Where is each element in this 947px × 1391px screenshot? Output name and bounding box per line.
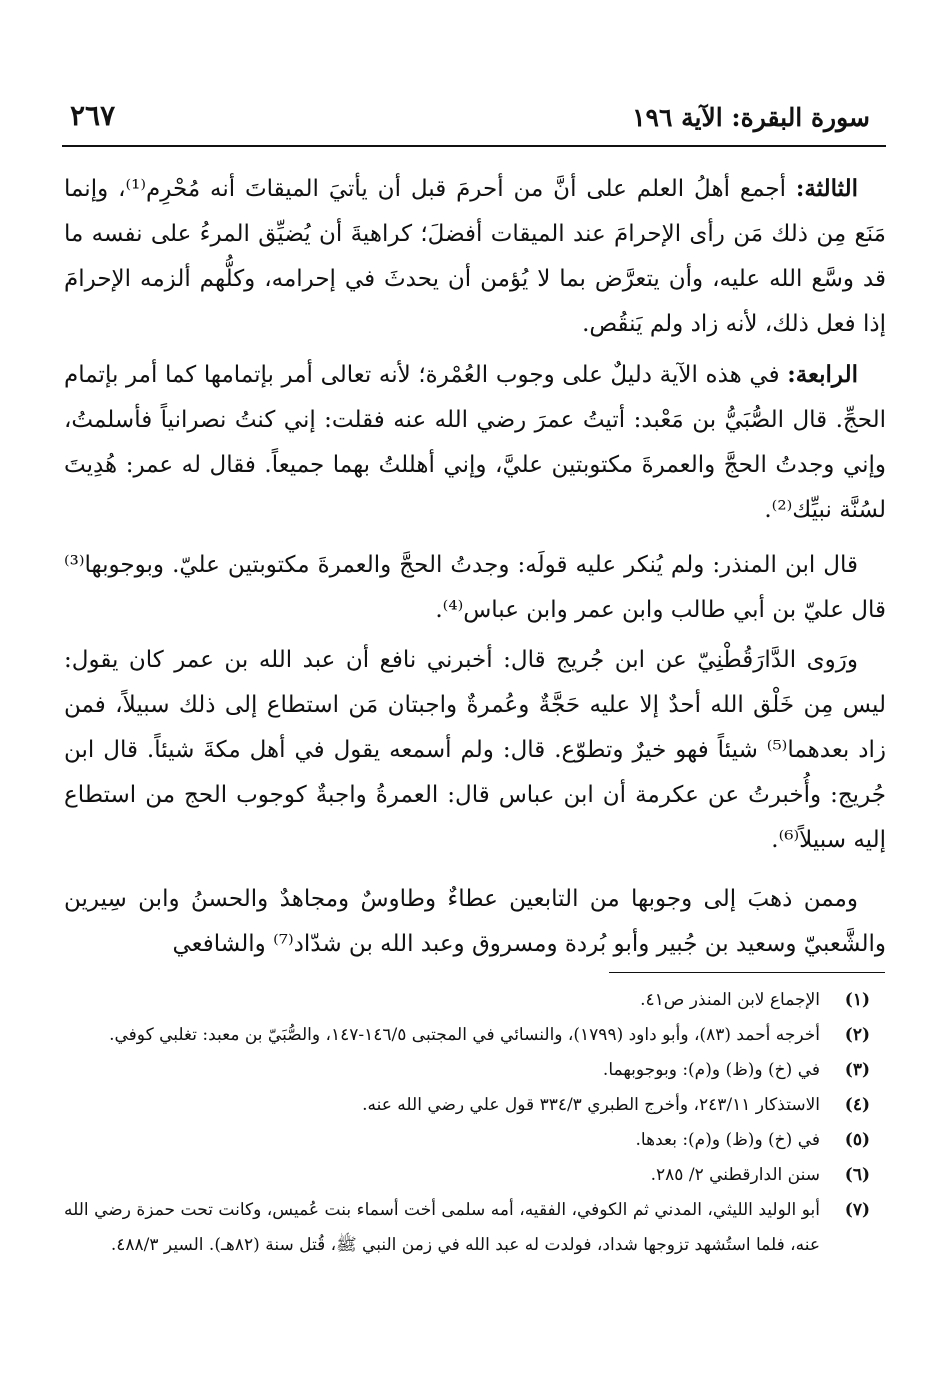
footnote-number: (٤) (844, 1095, 870, 1115)
footnote (64, 1053, 870, 1088)
footnote-text: في (خ) و(ظ) و(م): بعدها. (635, 1130, 820, 1150)
issue-heading-third: الثالثة: (795, 175, 858, 202)
paragraph-third-issue (64, 166, 886, 347)
paragraph-fourth-issue (64, 352, 886, 533)
footnote (64, 1158, 870, 1193)
footnote-number: (٥) (844, 1130, 870, 1150)
header-rule (62, 145, 886, 147)
footnote-number: (٦) (844, 1165, 870, 1185)
paragraph-ibn-mundhir: قال ابن المنذر: ولم يُنكر عليه قولَه: وجدتُ الحجَّ والعمرةَ مكتوبتين عليّ. وبوجوبها⁽³⁾ قال عليّ بن أبي طالب وابن عمر وابن عباس⁽⁴⁾. (64, 552, 886, 623)
footnote-text: أخرجه أحمد (٨٣)، وأبو داود (١٧٩٩)، والنسائي في المجتبى ١٤٦/٥-١٤٧، والصُّبَيّ بن معبد: تغلبي كوفي. (109, 1025, 820, 1045)
footnote (64, 983, 870, 1018)
issue-heading-fourth: الرابعة: (787, 361, 858, 388)
page-number: ٢٦٧ (70, 99, 116, 132)
paragraph-tabiin: وممن ذهبَ إلى وجوبها من التابعين عطاءٌ وطاوسٌ ومجاهدٌ والحسنُ وابن سِيرين والشَّعبيّ وسعيد بن جُبير وأبو بُردة ومسروق وعبد الله بن شدّاد⁽⁷⁾ والشافعي (64, 886, 886, 957)
footnote-number: (٧) (844, 1200, 870, 1220)
footnote-text: سنن الدارقطني ٢/ ٢٨٥. (650, 1165, 820, 1185)
paragraph-daraqutni: ورَوى الدَّارَقُطْنِيّ عن ابن جُريج قال: أخبرني نافع أن عبد الله بن عمر كان يقول: ليس مِن خَلْق الله أحدٌ إلا عليه حَجَّةٌ وعُمرةٌ واجبتان مَن استطاع إلى ذلك سبيلاً، فمن زاد بعدهما⁽⁵⁾ شيئاً فهو خيرٌ وتطوّع. قال: ولم أسمعه يقول في أهل مكةَ شيئاً. قال ابن جُريج: وأُخبرتُ عن عكرمة أن ابن عباس قال: العمرةُ واجبةٌ كوجوب الحج من استطاع إليه سبيلاً⁽⁶⁾. (64, 647, 887, 853)
main-text (64, 166, 886, 972)
footnote-number: (٣) (844, 1060, 870, 1080)
footnote (64, 1088, 870, 1123)
paragraph-text: في هذه الآية دليلٌ على وجوب العُمْرة؛ لأنه تعالى أمر بإتمامها كما أمر بإتمام الحجِّ. قال الصُّبَيُّ بن مَعْبد: أتيتُ عمرَ رضي الله عنه فقلت: إني كنتُ نصرانياً فأسلمتُ، وإني وجدتُ الحجَّ والعمرةَ مكتوبتين عليَّ، وإني أهللتُ بهما جميعاً. فقال له عمر: هُدِيتَ لسُنَّة نبيِّك⁽²⁾. (64, 362, 886, 523)
footnote-text: الإجماع لابن المنذر ص٤١. (640, 990, 820, 1010)
footnote (64, 1123, 870, 1158)
surah-title: سورة البقرة: الآية ١٩٦ (632, 103, 870, 132)
footnote-number: (١) (844, 990, 870, 1010)
page-header (70, 92, 870, 132)
footnote-text: أبو الوليد الليثي، المدني ثم الكوفي، الفقيه، أمه سلمى أخت أسماء بنت عُميس، وكانت تحت حمزة رضي الله عنه، فلما استُشهد تزوجها شداد، فولدت له عبد الله في زمن النبي ﷺ، قُتل سنة (٨٢هـ). السير ٤٨٨/٣. (64, 1200, 820, 1255)
paragraph-text: أجمع أهلُ العلم على أنَّ من أحرمَ قبل أن يأتيَ الميقاتَ أنه مُحْرِم⁽¹⁾، وإنما مَنَع مِن ذلك مَن رأى الإحرامَ عند الميقات أفضلَ؛ كراهيةَ أن يُضيِّق المرءُ على نفسه ما قد وسَّع الله عليه، وأن يتعرَّض بما لا يُؤمن أن يحدثَ في إحرامه، وكلُّهم ألزمه الإحرامَ إذا فعل ذلك، لأنه زاد ولم يَنقُص. (64, 176, 886, 337)
footnote-text: في (خ) و(ظ) و(م): وبوجوبهما. (602, 1060, 820, 1080)
footnote-number: (٢) (844, 1025, 870, 1045)
footnote (64, 1018, 870, 1053)
footnotes (64, 983, 870, 1263)
footnote (64, 1193, 870, 1263)
footnote-text: الاستذكار ٢٤٣/١١، وأخرج الطبري ٣٣٤/٣ قول علي رضي الله عنه. (362, 1095, 820, 1115)
footnote-separator (609, 972, 885, 973)
